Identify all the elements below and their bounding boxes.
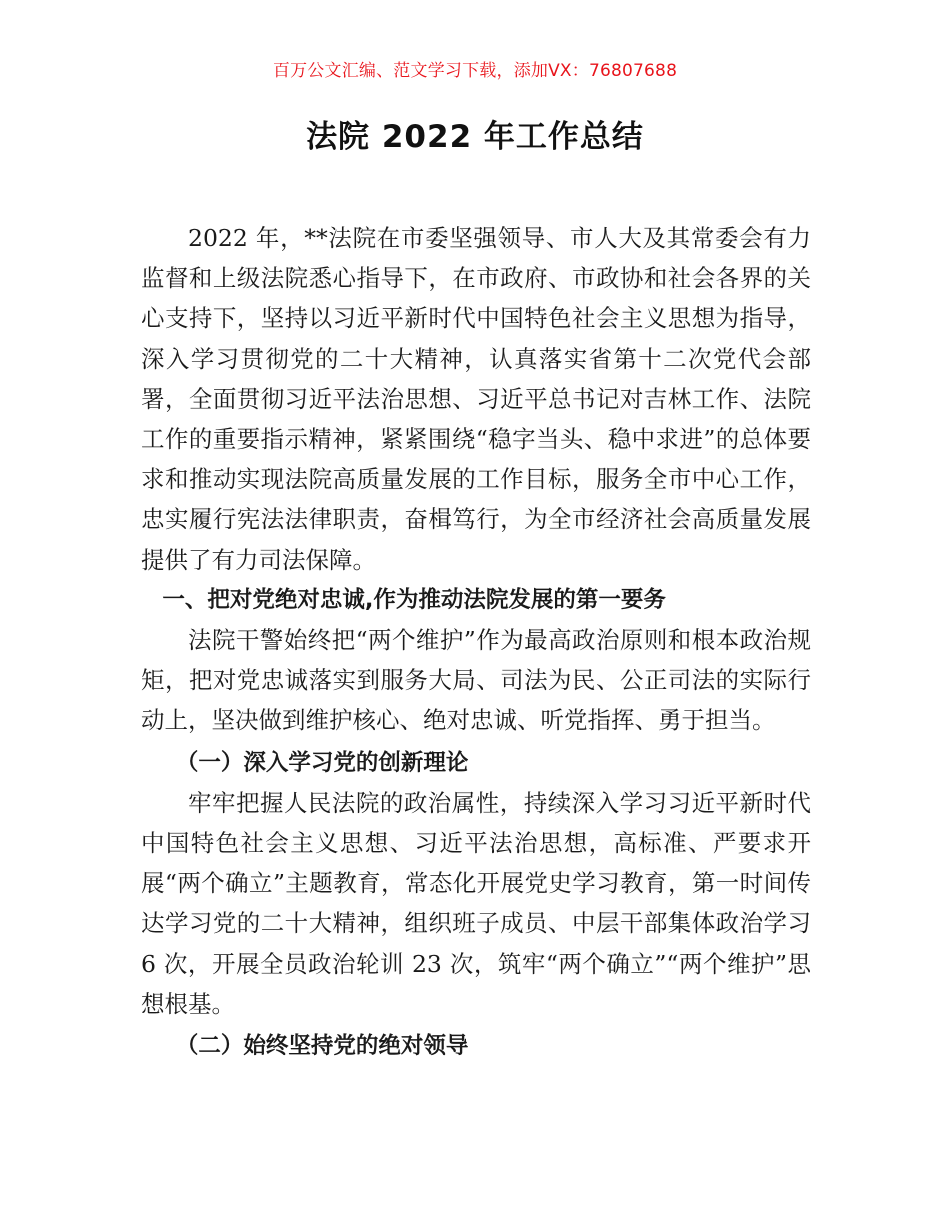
page-title: 法院 2022 年工作总结 <box>306 119 644 155</box>
subsection-heading-2: （二）始终坚持党的绝对领导 <box>175 1033 469 1060</box>
section-heading-1: 一、把对党绝对忠诚,作为推动法院发展的第一要务 <box>162 586 666 613</box>
intro-paragraph: 2022 年，**法院在市委坚强领导、市人大及其常委会有力监督和上级法院悉心指导下，在市政府、市政协和社会各界的关心支持下，坚持以习近平新时代中国特色社会主义思想为指导，深入学习贯彻党的二十大精神，认真落实省第十二次党代会部署，全面贯彻习近平法治思想、习近平总书记对吉林工作、法院工作的重要指示精神，紧紧围绕“稳字当头、稳中求进”的总体要求和推动实现法院高质量发展的工作目标，服务全市中心工作，忠实履行宪法法律职责，奋楫笃行，为全市经济社会高质量发展提供了有力司法保障。 <box>141 224 811 574</box>
section-1-paragraph: 法院干警始终把“两个维护”作为最高政治原则和根本政治规矩，把对党忠诚落实到服务大局、司法为民、公正司法的实际行动上，坚决做到维护核心、绝对忠诚、听党指挥、勇于担当。 <box>141 626 811 735</box>
subsection-heading-1: （一）深入学习党的创新理论 <box>175 749 469 776</box>
subsection-1-paragraph: 牢牢把握人民法院的政治属性，持续深入学习习近平新时代中国特色社会主义思想、习近平法治思想，高标准、严要求开展“两个确立”主题教育，常态化开展党史学习教育，第一时间传达学习党的二十大精神，组织班子成员、中层干部集体政治学习 6 次，开展全员政治轮训 23 次，筑牢“两个确立”“两个维护”思想根基。 <box>141 788 811 1018</box>
document-body <box>141 218 811 1066</box>
promo-banner: 百万公文汇编、范文学习下载，添加VX：76807688 <box>272 61 678 81</box>
